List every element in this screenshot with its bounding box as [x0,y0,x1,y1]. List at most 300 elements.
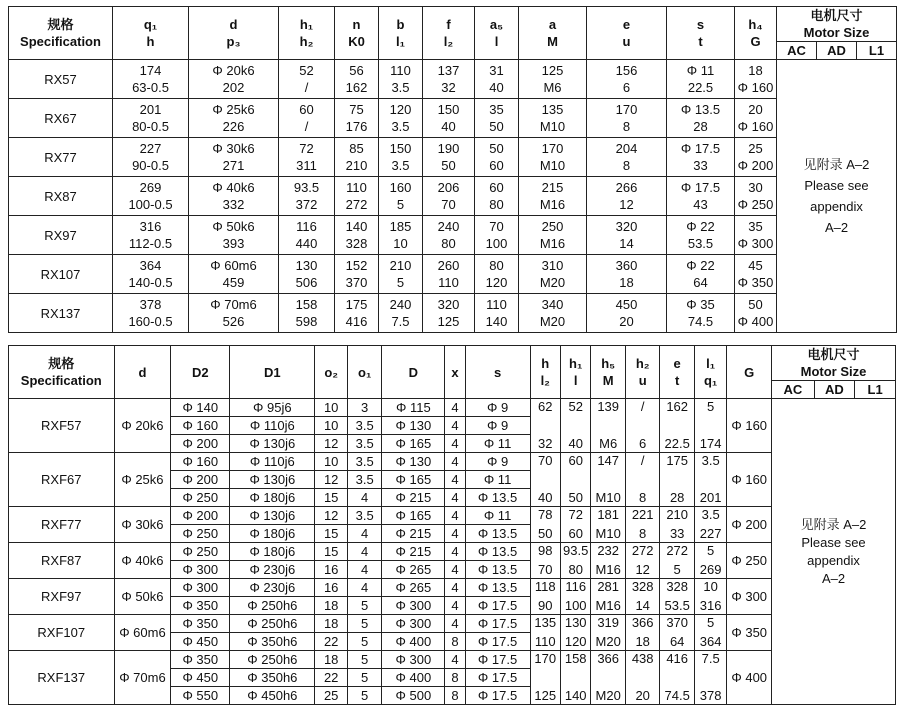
value-cell [530,651,560,705]
value-cell [591,651,626,705]
value-cell: Φ 215 [382,543,445,561]
value-cell [660,453,695,507]
value-top: 328 [666,579,689,594]
value-cell: Φ 110j6 [230,453,315,471]
value-top: 110 [390,63,411,78]
value-cell [189,255,279,294]
value-cell: Φ 130 [382,453,445,471]
value-cell [560,615,590,651]
value-cell [735,99,777,138]
value-bottom: 332 [222,197,245,212]
value-cell [423,99,475,138]
column-header [279,7,335,60]
column-header-top: n [352,17,361,32]
value-cell [279,294,335,333]
value-bottom: 40 [568,436,583,451]
value-bottom: 8 [639,526,647,541]
value-bottom: 125 [437,314,460,329]
value-bottom: M20 [539,275,566,290]
value-top: 31 [489,63,504,78]
value-top: 3.5 [701,453,720,468]
value-bottom: Φ 300 [737,236,774,251]
value-cell: 3.5 [347,453,382,471]
value-cell: Φ 450 [171,633,230,651]
value-bottom: M6 [599,436,618,451]
spec-cell: RX57 [9,60,113,99]
g-cell: Φ 160 [727,399,772,453]
value-cell [625,399,660,453]
value-cell: Φ 200 [171,507,230,525]
motor-subheader-l1: L1 [857,42,897,60]
value-cell [560,651,590,705]
value-bottom: 201 [699,490,722,505]
value-cell: 4 [445,489,465,507]
value-bottom: 174 [699,436,722,451]
spec-header [9,7,113,60]
value-cell: 3 [347,399,382,417]
value-top: 158 [564,651,587,666]
value-cell [423,294,475,333]
value-cell: 4 [445,597,465,615]
value-top: 72 [568,507,583,522]
value-top: 210 [389,258,412,273]
value-cell [279,99,335,138]
value-cell: Φ 350h6 [230,633,315,651]
value-cell [694,399,726,453]
value-bottom: 80 [489,197,504,212]
value-top: Φ 17.5 [680,141,721,156]
value-bottom: 74.5 [687,314,714,329]
column-header [379,7,423,60]
table-row [9,99,897,138]
value-top: Φ 11 [686,63,715,78]
column-header-bottom: q₁ [703,373,718,388]
spec-cell: RXF87 [9,543,115,579]
value-bottom: 272 [345,197,368,212]
value-cell [279,255,335,294]
value-top: 185 [389,219,412,234]
value-top: 227 [139,141,162,156]
value-top: Φ 13.5 [680,102,721,117]
value-top: 340 [541,297,564,312]
value-cell [335,255,379,294]
value-cell [660,399,695,453]
value-bottom: 33 [669,526,685,541]
motor-subheader-ac: AC [772,381,815,399]
value-cell: Φ 17.5 [465,633,530,651]
value-bottom: 22.5 [687,80,714,95]
value-cell: 22 [315,669,347,687]
value-top: 156 [615,63,638,78]
value-cell [660,579,695,615]
value-top: 269 [139,180,162,195]
value-cell [587,99,667,138]
value-cell [189,216,279,255]
shaft-diameter-cell: Φ 40k6 [114,543,171,579]
value-bottom: M10 [595,526,621,541]
column-header-top: h₂ [635,356,650,371]
value-cell: Φ 400 [382,633,445,651]
spec-header [9,346,115,399]
value-cell [335,138,379,177]
value-cell: Φ 265 [382,579,445,597]
value-bottom: 440 [295,236,318,251]
value-bottom: Φ 160 [737,119,774,134]
value-bottom: Φ 250 [737,197,774,212]
column-header-bottom: M [602,373,614,388]
value-top: 272 [631,543,654,558]
value-cell: Φ 215 [382,489,445,507]
value-bottom: 6 [622,80,631,95]
value-top: 201 [139,102,162,117]
spec-cell: RXF77 [9,507,115,543]
value-bottom: 80 [568,562,583,577]
value-top: 50 [748,297,763,312]
motor-subheader-ad: AD [817,42,857,60]
column-header [113,7,189,60]
value-cell [423,60,475,99]
spec-cell: RXF57 [9,399,115,453]
value-top: Φ 17.5 [680,180,721,195]
value-top: 221 [631,507,654,522]
value-cell: Φ 165 [382,471,445,489]
value-cell [423,177,475,216]
column-header [335,7,379,60]
value-top: 310 [541,258,564,273]
motor-size-header [777,7,897,42]
value-bottom: 227 [699,526,722,541]
value-top: 45 [748,258,763,273]
value-cell: 4 [347,543,382,561]
value-cell [587,294,667,333]
value-bottom: 12 [619,197,634,212]
value-bottom: M10 [539,158,566,173]
value-bottom: 64 [669,634,685,649]
value-top: 110 [486,297,507,312]
value-cell [694,453,726,507]
value-bottom: M6 [543,80,562,95]
value-top: 360 [615,258,638,273]
value-cell: Φ 17.5 [465,651,530,669]
value-cell: Φ 17.5 [465,615,530,633]
value-cell: 3.5 [347,417,382,435]
value-bottom: 8 [622,119,631,134]
value-cell: 8 [445,669,465,687]
value-top: 35 [489,102,504,117]
table-row [9,60,897,99]
value-bottom: 110 [534,634,556,649]
column-header [667,7,735,60]
value-top: 130 [564,615,587,630]
value-top: / [640,453,645,468]
value-cell: Φ 180j6 [230,543,315,561]
value-bottom: 10 [393,236,408,251]
value-bottom: Φ 350 [737,275,774,290]
value-cell [587,255,667,294]
value-top: 150 [389,141,412,156]
value-top: Φ 22 [686,219,715,234]
value-cell [560,543,590,579]
value-cell: Φ 9 [465,453,530,471]
value-cell: Φ 350 [171,651,230,669]
value-top: 316 [139,219,162,234]
value-bottom: 8 [639,490,647,505]
value-bottom: M20 [595,688,621,703]
value-cell: Φ 500 [382,687,445,705]
value-top: 50 [489,141,504,156]
value-bottom: 32 [538,436,553,451]
column-header-top: h₄ [748,17,763,32]
value-top: 366 [597,651,620,666]
value-bottom: M10 [539,119,566,134]
value-cell: 3.5 [347,435,382,453]
value-top: 93.5 [293,180,320,195]
rxf-dimension-table [8,345,896,705]
value-cell: Φ 17.5 [465,669,530,687]
value-cell: 16 [315,579,347,597]
header-row [9,346,896,381]
value-cell: 22 [315,633,347,651]
value-cell [379,138,423,177]
value-cell: Φ 11 [465,507,530,525]
value-bottom: 32 [441,80,456,95]
value-cell [475,177,519,216]
value-cell [519,177,587,216]
value-cell [667,138,735,177]
value-cell [379,60,423,99]
value-cell: 5 [347,615,382,633]
value-cell: Φ 200 [171,471,230,489]
value-bottom: 28 [669,490,685,505]
value-cell [530,399,560,453]
value-cell [587,138,667,177]
column-header [587,7,667,60]
value-bottom: 50 [538,526,553,541]
column-header-top: f [446,17,451,32]
value-cell [423,255,475,294]
column-header [660,346,695,399]
column-header-top: h₅ [601,356,616,371]
value-cell [519,216,587,255]
value-bottom: 3.5 [391,119,410,134]
value-cell [530,579,560,615]
g-cell: Φ 200 [727,507,772,543]
column-header [735,7,777,60]
value-top: 170 [615,102,638,117]
g-cell: Φ 250 [727,543,772,579]
value-cell [475,294,519,333]
value-top: 204 [615,141,638,156]
value-cell: 8 [445,687,465,705]
value-bottom: M10 [595,490,621,505]
value-bottom: 120 [564,634,587,649]
column-header-top: a₅ [489,17,504,32]
value-cell: 5 [347,651,382,669]
value-top: 160 [389,180,412,195]
value-top: 116 [296,219,317,234]
value-bottom: 459 [222,275,245,290]
value-top: 10 [703,579,718,594]
column-header: d [114,346,171,399]
spec-cell: RXF137 [9,651,115,705]
value-bottom: 311 [296,158,317,173]
value-top: 135 [541,102,564,117]
value-cell [735,60,777,99]
value-bottom: 100 [564,598,587,613]
value-cell: Φ 200 [171,435,230,453]
value-cell [694,615,726,651]
value-cell [189,99,279,138]
value-top: 174 [139,63,162,78]
g-cell: Φ 350 [727,615,772,651]
value-cell: 4 [445,471,465,489]
column-header-top: h₁ [569,356,583,371]
value-cell [113,60,189,99]
value-bottom: 90-0.5 [132,158,169,173]
value-cell: Φ 110j6 [230,417,315,435]
value-cell: Φ 13.5 [465,543,530,561]
value-top: Φ 60m6 [210,258,257,273]
value-bottom: 18 [635,634,650,649]
value-top: 70 [538,453,553,468]
value-top: 320 [615,219,638,234]
motor-size-en: Motor Size [800,364,867,379]
value-cell [279,60,335,99]
value-cell [560,507,590,543]
value-top: 70 [489,219,504,234]
column-header: o₂ [315,346,347,399]
column-header: D [382,346,445,399]
table-row [9,216,897,255]
value-cell [660,507,695,543]
g-cell: Φ 160 [727,453,772,507]
value-bottom: 125 [534,688,557,703]
column-header-bottom: u [638,373,647,388]
value-cell [475,60,519,99]
value-cell [189,177,279,216]
value-bottom: 63-0.5 [132,80,169,95]
value-cell [379,255,423,294]
value-cell [667,294,735,333]
value-top: 118 [534,579,556,594]
column-header-top: e [622,17,631,32]
value-cell [189,294,279,333]
value-bottom: 40 [538,490,553,505]
value-cell: Φ 230j6 [230,561,315,579]
value-cell: 16 [315,561,347,579]
value-cell [379,99,423,138]
value-bottom: / [304,119,309,134]
value-bottom: 20 [635,688,650,703]
table-row [9,294,897,333]
spec-cell: RX97 [9,216,113,255]
value-cell: 5 [347,687,382,705]
motor-note-line: 见附录 A–2 [803,157,870,172]
value-cell: Φ 250h6 [230,597,315,615]
value-cell [560,453,590,507]
table-row [9,615,896,633]
value-bottom: M20 [539,314,566,329]
value-bottom: 33 [693,158,708,173]
column-header-bottom: p₃ [226,34,241,49]
spec-header-cn: 规格 [47,17,74,32]
value-top: 5 [707,399,715,414]
value-cell [475,255,519,294]
value-top: 206 [437,180,460,195]
value-top: Φ 20k6 [212,63,255,78]
column-header [475,7,519,60]
value-cell: Φ 115 [382,399,445,417]
value-cell [694,579,726,615]
value-cell: Φ 9 [465,399,530,417]
value-bottom: 316 [699,598,722,613]
spec-header-cn: 规格 [48,356,75,371]
rx-dimension-table [8,6,897,333]
value-top: 364 [139,258,162,273]
value-cell [113,294,189,333]
value-cell: Φ 250h6 [230,651,315,669]
shaft-diameter-cell: Φ 30k6 [114,507,171,543]
table-row [9,543,896,561]
value-top: 378 [139,297,162,312]
column-header-top: d [229,17,238,32]
value-cell [667,255,735,294]
value-cell [335,294,379,333]
value-cell [591,579,626,615]
motor-note-line: Please see [804,178,869,193]
value-bottom: 140-0.5 [128,275,173,290]
table-row [9,453,896,471]
value-cell [335,60,379,99]
column-header: x [445,346,465,399]
value-top: 170 [534,651,557,666]
value-bottom: M20 [595,634,621,649]
value-cell [591,399,626,453]
column-header-top: l₁ [706,356,716,371]
value-cell: Φ 17.5 [465,597,530,615]
value-top: 240 [389,297,412,312]
value-top: 181 [597,507,620,522]
value-cell [625,453,660,507]
value-cell [519,294,587,333]
value-cell: 10 [315,417,347,435]
spec-header-en: Specification [20,373,102,388]
value-cell: 4 [445,651,465,669]
value-top: / [640,399,645,414]
column-header: D2 [171,346,230,399]
value-top: 150 [437,102,460,117]
value-top: 260 [437,258,460,273]
value-top: 140 [345,219,368,234]
value-bottom: Φ 200 [737,158,774,173]
value-bottom: 100 [485,236,508,251]
value-top: 130 [295,258,318,273]
column-header [423,7,475,60]
value-cell [735,294,777,333]
column-header [530,346,560,399]
value-cell: Φ 350 [171,597,230,615]
value-top: 266 [615,180,638,195]
value-top: 20 [748,102,763,117]
value-top: 328 [631,579,654,594]
value-cell [560,579,590,615]
value-top: Φ 22 [686,258,715,273]
value-cell [587,216,667,255]
value-bottom: 226 [222,119,245,134]
column-header: s [465,346,530,399]
shaft-diameter-cell: Φ 70m6 [114,651,171,705]
motor-note-cell [772,399,896,705]
